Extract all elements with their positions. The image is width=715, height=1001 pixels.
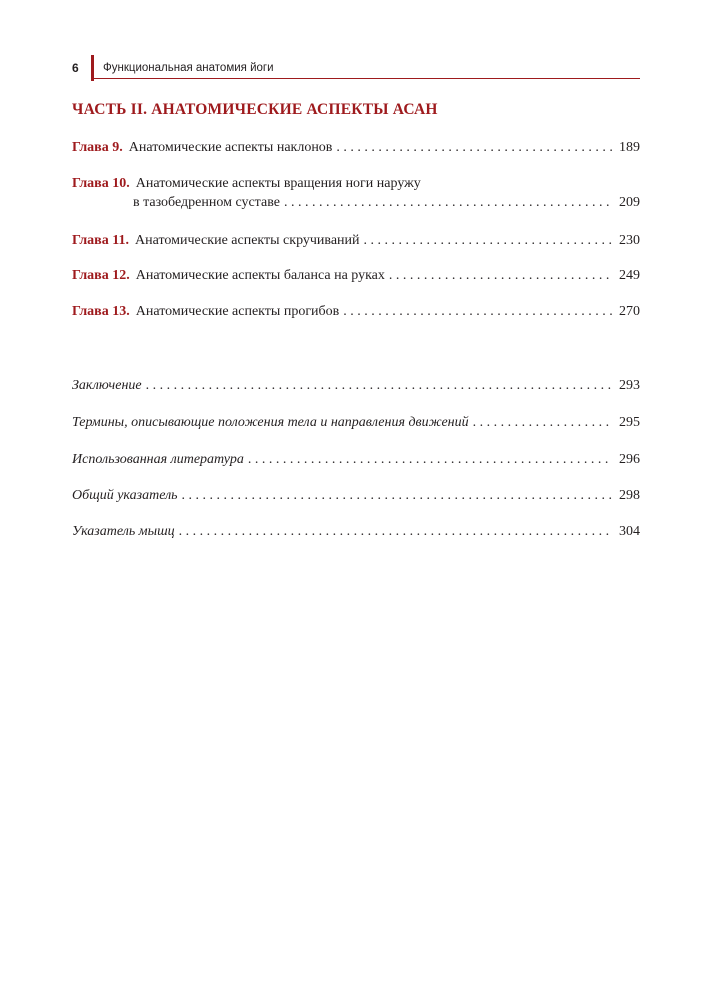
page-ref: 298 [619,488,640,503]
chapter-title: Анатомические аспекты скручиваний [134,233,360,248]
page-ref: 270 [619,304,640,319]
toc-entry-chapter-10[interactable] [72,175,640,211]
leader-dots [364,232,612,249]
entry-title: Использованная литература [72,452,244,467]
chapter-title: Анатомические аспекты наклонов [128,140,333,155]
leader-dots [146,377,612,394]
entry-title: Заключение [72,378,142,393]
toc-entry-chapter-12[interactable] [72,267,640,284]
page-number: 6 [72,61,79,75]
toc-entry-chapter-9[interactable] [72,139,640,156]
chapter-title: Анатомические аспекты баланса на руках [135,268,385,283]
leader-dots [389,267,612,284]
toc-entry-general-index[interactable] [72,487,640,504]
entry-title: Общий указатель [72,488,178,503]
chapter-label: Глава 11. [72,233,129,248]
page-ref: 230 [619,233,640,248]
leader-dots [284,194,612,211]
chapter-label: Глава 10. [72,176,130,191]
toc-entry-chapter-11[interactable] [72,232,640,249]
toc-entry-muscle-index[interactable] [72,523,640,540]
chapter-title-continuation: в тазобедренном суставе [133,195,280,210]
leader-dots [343,303,612,320]
chapter-label: Глава 9. [72,140,123,155]
leader-dots [336,139,612,156]
leader-dots [179,523,612,540]
toc-entry-terms[interactable] [72,414,640,431]
part-title: ЧАСТЬ II. АНАТОМИЧЕСКИЕ АСПЕКТЫ АСАН [72,101,438,118]
leader-dots [248,451,612,468]
page-ref: 295 [619,415,640,430]
toc-entry-conclusion[interactable] [72,377,640,394]
page-ref: 209 [619,195,640,210]
leader-dots [473,414,612,431]
running-header [72,55,640,81]
toc-entry-references[interactable] [72,451,640,468]
chapter-title: Анатомические аспекты прогибов [135,304,340,319]
page-ref: 189 [619,140,640,155]
entry-title: Термины, описывающие положения тела и направления движений [72,415,469,430]
page-ref: 296 [619,452,640,467]
running-title: Функциональная анатомия йоги [103,62,274,74]
chapter-label: Глава 12. [72,268,130,283]
header-rule [91,78,640,79]
toc-entry-chapter-13[interactable] [72,303,640,320]
page-ref: 249 [619,268,640,283]
leader-dots [182,487,612,504]
entry-title: Указатель мышц [72,524,175,539]
chapter-title: Анатомические аспекты вращения ноги наружу [135,176,421,191]
page-ref: 293 [619,378,640,393]
page-ref: 304 [619,524,640,539]
chapter-label: Глава 13. [72,304,130,319]
